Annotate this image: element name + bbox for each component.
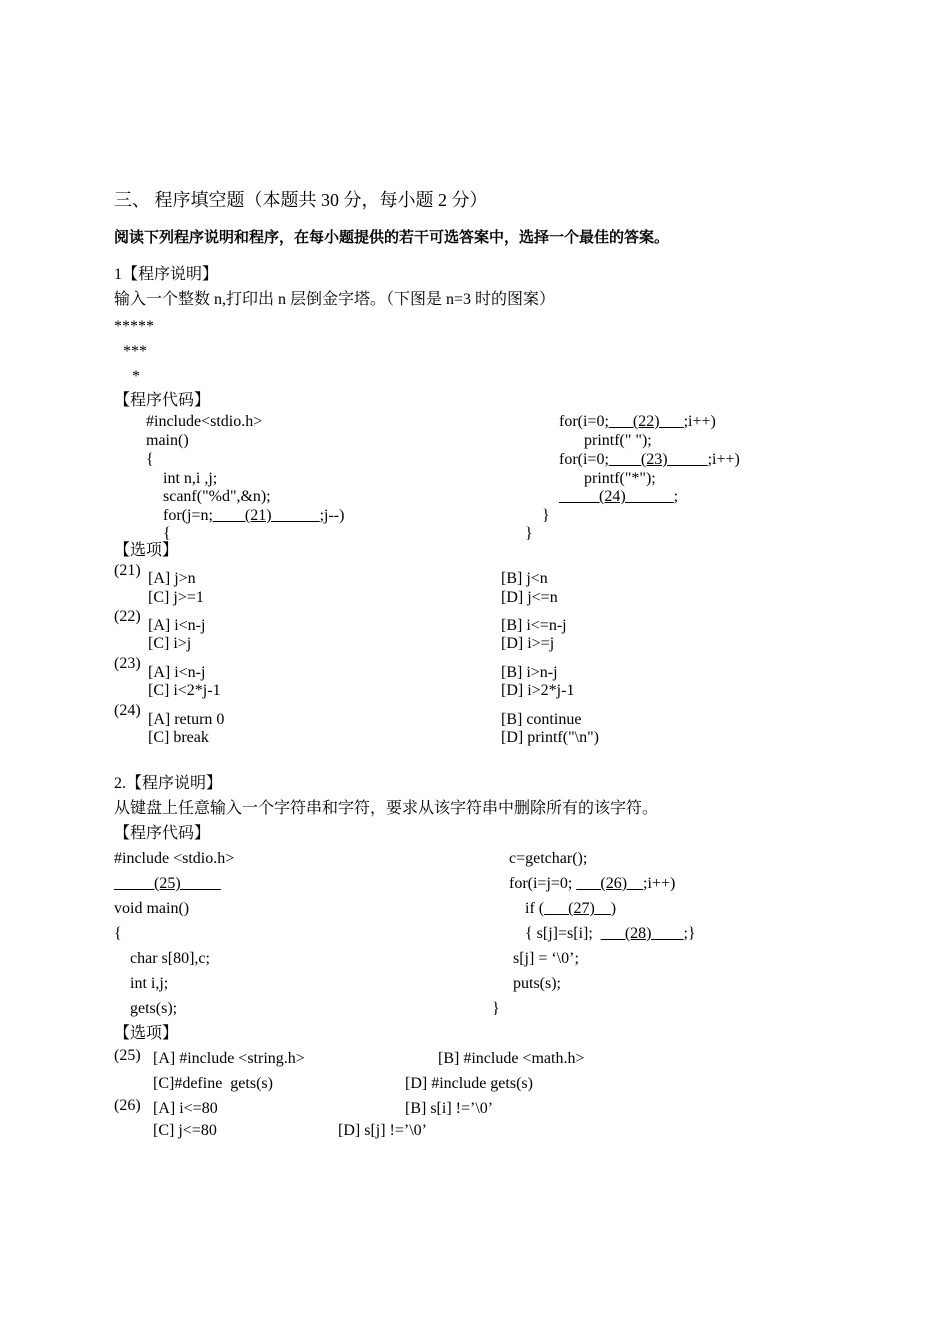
code-line: char s[80],c; <box>130 950 210 967</box>
code-text: { s[j]=s[i]; <box>525 925 601 942</box>
code-line: s[j] = ‘\0’; <box>513 950 579 967</box>
code-line: } <box>492 1000 500 1017</box>
code-line: printf(" "); <box>584 432 652 449</box>
code-line: #include <stdio.h> <box>114 850 235 867</box>
option-b: [B] s[i] !=’\0’ <box>405 1100 494 1117</box>
code-text: ; <box>673 488 679 505</box>
p2-options-header: 【选项】 <box>114 1025 179 1042</box>
blank-23: ____(23)_____ <box>608 451 708 468</box>
p1-description: 输入一个整数 n,打印出 n 层倒金字塔。（下图是 n=3 时的图案） <box>114 291 556 308</box>
code-line: main() <box>146 432 189 449</box>
option-d: [D] s[j] !=’\0’ <box>338 1122 427 1139</box>
code-text: ) <box>610 900 617 917</box>
option-d: [D] printf("\n") <box>501 729 599 746</box>
blank-25: _____(25)_____ <box>114 875 221 892</box>
p2-header: 2.【程序说明】 <box>114 775 223 792</box>
blank-26: ___(26)__ <box>576 875 644 892</box>
option-c: [C] i<2*j-1 <box>148 682 221 699</box>
option-c: [C] break <box>148 729 209 746</box>
blank-27: ___(27)__ <box>544 900 611 917</box>
instructions: 阅读下列程序说明和程序，在每小题提供的若干可选答案中，选择一个最佳的答案。 <box>114 230 670 246</box>
p2-description: 从键盘上任意输入一个字符串和字符，要求从该字符串中删除所有的该字符。 <box>114 800 659 817</box>
option-number: (22) <box>114 608 141 625</box>
option-a: [A] i<=80 <box>153 1100 218 1117</box>
code-text: ;i++) <box>683 413 716 430</box>
option-d: [D] i>=j <box>501 635 555 652</box>
option-c: [C] j>=1 <box>148 589 204 606</box>
option-c: [C] j<=80 <box>153 1122 217 1139</box>
code-line-for23 <box>559 451 740 469</box>
option-a: [A] j>n <box>148 570 196 587</box>
option-a: [A] i<n-j <box>148 664 206 681</box>
code-text: ;i++) <box>707 451 740 468</box>
blank-21: ____(21)______ <box>212 507 320 524</box>
code-line-if27 <box>525 900 616 918</box>
p1-code-header: 【程序代码】 <box>114 392 211 409</box>
p1-header: 1【程序说明】 <box>114 266 219 283</box>
code-text: for(i=0; <box>559 413 609 430</box>
code-line-24 <box>559 488 678 506</box>
option-c: [C]#define gets(s) <box>153 1075 273 1092</box>
code-line-28 <box>525 925 696 943</box>
code-line: } <box>542 507 550 524</box>
p1-options-header: 【选项】 <box>114 542 179 559</box>
option-number: (26) <box>114 1097 141 1114</box>
pattern-row-1: ***** <box>114 318 154 335</box>
option-b: [B] i>n-j <box>501 664 558 681</box>
code-text: ;} <box>683 925 696 942</box>
code-line-for22 <box>559 413 716 431</box>
option-b: [B] continue <box>501 711 582 728</box>
code-line: { <box>146 451 154 468</box>
code-line: #include<stdio.h> <box>146 413 263 430</box>
code-line: gets(s); <box>130 1000 178 1017</box>
code-text: for(i=0; <box>559 451 609 468</box>
code-line: { <box>114 925 122 942</box>
section-title: 三、 程序填空题（本题共 30 分，每小题 2 分） <box>114 190 488 210</box>
code-line: { <box>163 525 171 542</box>
pattern-row-2: *** <box>123 343 147 360</box>
code-text: for(j=n; <box>163 507 213 524</box>
code-line: puts(s); <box>513 975 561 992</box>
option-number: (24) <box>114 702 141 719</box>
option-a: [A] #include <string.h> <box>153 1050 305 1067</box>
code-line: scanf("%d",&n); <box>163 488 271 505</box>
option-d: [D] #include gets(s) <box>405 1075 533 1092</box>
code-line: int n,i ,j; <box>163 470 218 487</box>
code-text: if ( <box>525 900 545 917</box>
p2-code-header: 【程序代码】 <box>114 825 211 842</box>
option-number: (23) <box>114 655 141 672</box>
option-b: [B] j<n <box>501 570 548 587</box>
blank-24: _____(24)______ <box>559 488 674 505</box>
blank-28: ___(28)____ <box>600 925 684 942</box>
option-a: [A] i<n-j <box>148 617 206 634</box>
code-line: c=getchar(); <box>509 850 588 867</box>
option-number: (25) <box>114 1047 141 1064</box>
code-line: void main() <box>114 900 190 917</box>
code-text: ;j--) <box>319 507 345 524</box>
code-line: int i,j; <box>130 975 169 992</box>
option-number: (21) <box>114 562 141 579</box>
code-line-for26 <box>509 875 675 893</box>
code-text: ;i++) <box>643 875 676 892</box>
option-a: [A] return 0 <box>148 711 225 728</box>
code-text: for(i=j=0; <box>509 875 577 892</box>
option-b: [B] i<=n-j <box>501 617 567 634</box>
pattern-row-3: * <box>132 368 140 385</box>
blank-22: ___(22)___ <box>608 413 684 430</box>
code-line: } <box>525 525 533 542</box>
option-d: [D] i>2*j-1 <box>501 682 575 699</box>
code-line-for21 <box>163 507 344 525</box>
option-d: [D] j<=n <box>501 589 558 606</box>
code-line: printf("*"); <box>584 470 656 487</box>
option-c: [C] i>j <box>148 635 192 652</box>
option-b: [B] #include <math.h> <box>438 1050 585 1067</box>
